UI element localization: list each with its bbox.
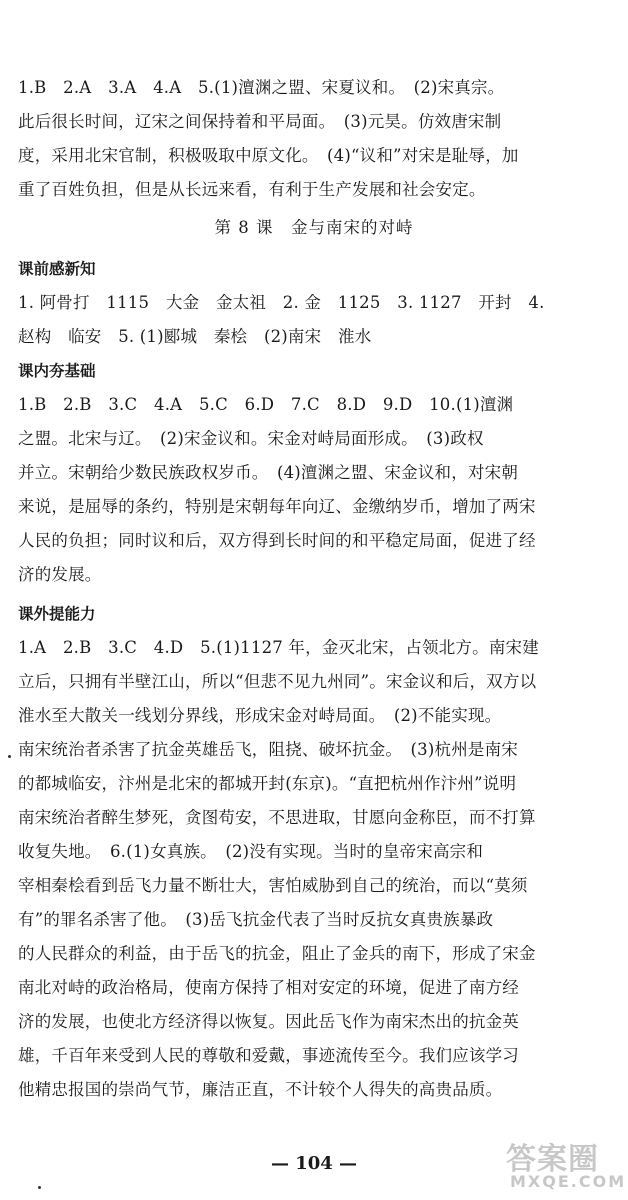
answer-line: 此后很长时间，辽宋之间保持着和平局面。 (3)元昊。仿效唐宋制: [18, 112, 502, 131]
answer-line: 收复失地。 6.(1)女真族。 (2)没有实现。当时的皇帝宋高宗和: [18, 842, 484, 861]
answer-line: 有”的罪名杀害了他。 (3)岳飞抗金代表了当时反抗女真贵族暴政: [18, 910, 494, 929]
answer-line: 的人民群众的利益，由于岳飞的抗金，阻止了金兵的南下，形成了宋金: [18, 944, 536, 963]
section-heading-extension: 课外提能力: [18, 605, 96, 623]
answer-line: 1.B 2.A 3.A 4.A 5.(1)澶渊之盟、宋夏议和。 (2)宋真宗。: [18, 78, 505, 97]
answer-line: 1.A 2.B 3.C 4.D 5.(1)1127 年，金灭北宋，占领北方。南宋建: [18, 638, 539, 657]
answer-line: 并立。宋朝给少数民族政权岁币。 (4)澶渊之盟、宋金议和，对宋朝: [18, 463, 519, 482]
answer-line: 宰相秦桧看到岳飞力量不断壮大，害怕威胁到自己的统治，而以“莫须: [18, 876, 528, 895]
answer-line: 立后，只拥有半壁江山，所以“但悲不见九州同”。宋金议和后，双方以: [18, 672, 537, 691]
section-heading-preview: 课前感新知: [18, 260, 96, 278]
answer-line: 济的发展，也使北方经济得以恢复。因此岳飞作为南宋杰出的抗金英: [18, 1012, 519, 1031]
answer-line: 淮水至大散关一线划分界线，形成宋金对峙局面。 (2)不能实现。: [18, 706, 502, 725]
answer-line: 人民的负担；同时议和后，双方得到长时间的和平稳定局面，促进了经: [18, 531, 536, 550]
answer-line: 南宋统治者醉生梦死，贪图苟安，不思进取，甘愿向金称臣，而不打算: [18, 808, 536, 827]
scan-speck: [38, 1186, 41, 1189]
answer-line: 济的发展。: [18, 565, 102, 584]
answer-line: 之盟。北宋与辽。 (2)宋金议和。宋金对峙局面形成。 (3)政权: [18, 429, 484, 448]
scan-speck: [8, 755, 11, 758]
answer-line: 南北对峙的政治格局，使南方保持了相对安定的环境，促进了南方经: [18, 978, 519, 997]
answer-line: 南宋统治者杀害了抗金英雄岳飞，阻挠、破坏抗金。 (3)杭州是南宋: [18, 740, 519, 759]
section-heading-basics: 课内夯基础: [18, 362, 96, 380]
watermark-logo: [504, 1134, 627, 1194]
answer-line: 来说，是屈辱的条约，特别是宋朝每年向辽、金缴纳岁币，增加了两宋: [18, 497, 536, 516]
answer-line: 重了百姓负担，但是从长远来看，有利于生产发展和社会安定。: [18, 180, 486, 199]
answer-line: 的都城临安，汴州是北宋的都城开封(东京)。“直把杭州作汴州”说明: [18, 774, 517, 793]
answer-line: 1. 阿骨打 1115 大金 金太祖 2. 金 1125 3. 1127 开封 4.: [18, 293, 545, 312]
answer-line: 雄，千百年来受到人民的尊敬和爱戴，事迹流传至今。我们应该学习: [18, 1046, 519, 1065]
watermark-title: 答案圈: [506, 1142, 599, 1177]
answer-line: 1.B 2.B 3.C 4.A 5.C 6.D 7.C 8.D 9.D 10.(1)澶渊: [18, 395, 514, 414]
answer-line: 他精忠报国的崇尚气节，廉洁正直，不计较个人得失的高贵品质。: [18, 1080, 503, 1099]
lesson-title: 第 8 课 金与南宋的对峙: [214, 218, 414, 237]
answer-line: 赵构 临安 5. (1)郾城 秦桧 (2)南宋 淮水: [18, 327, 372, 346]
answer-line: 度，采用北宋官制，积极吸取中原文化。 (4)“议和”对宋是耻辱，加: [18, 146, 519, 165]
watermark-domain: MXQE.COM: [510, 1172, 627, 1191]
page-number: — 104 —: [270, 1153, 358, 1174]
